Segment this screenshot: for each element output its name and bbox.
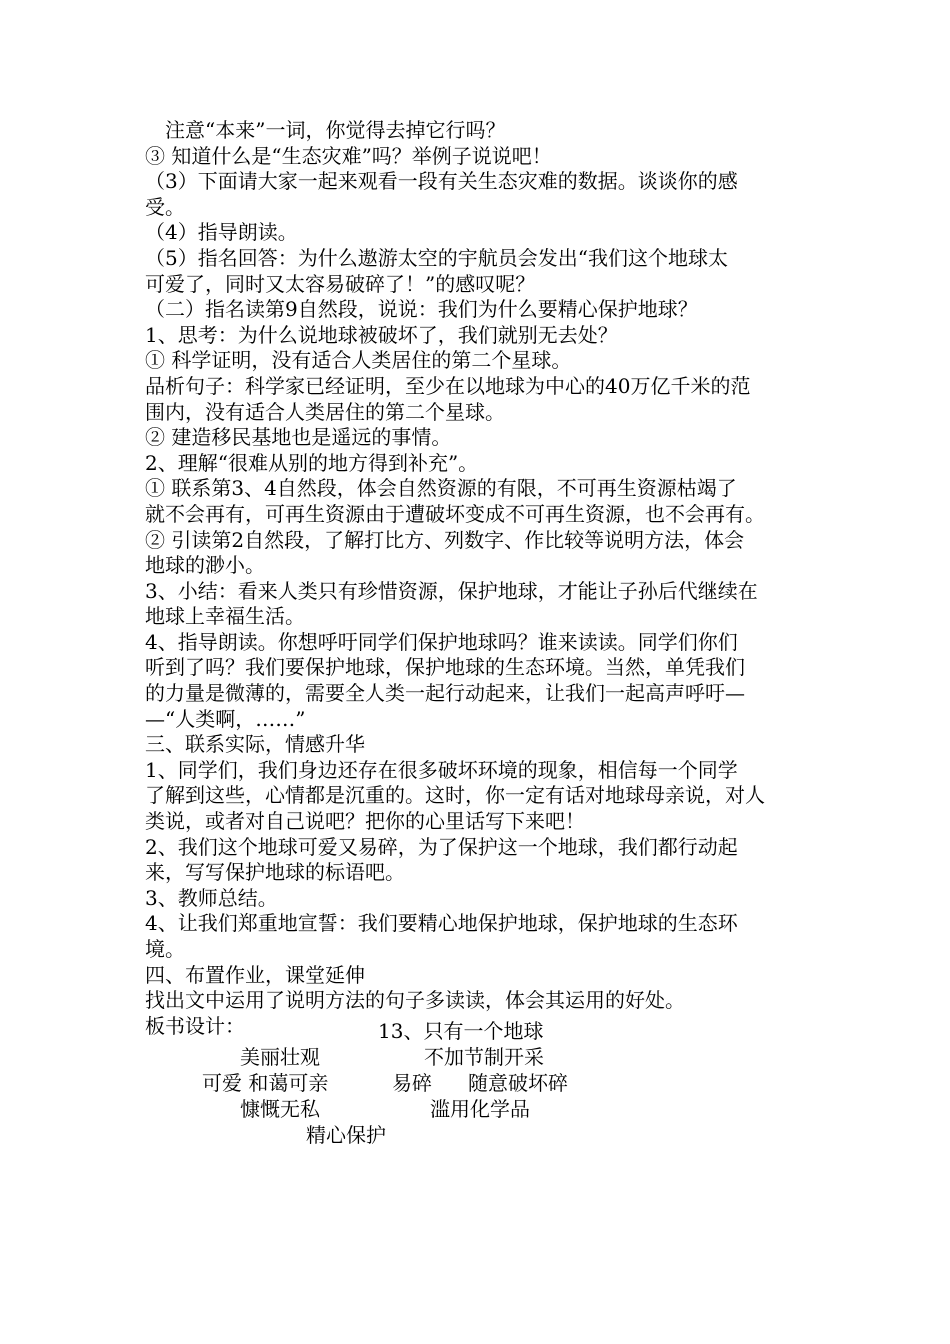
text-line: （4）指导朗读。 (145, 220, 298, 245)
text-line: （5）指名回答：为什么遨游太空的宇航员会发出“我们这个地球太 (145, 245, 728, 270)
board-item: 随意破坏碎 (468, 1071, 568, 1095)
text-line: ② 建造移民基地也是遥远的事情。 (145, 425, 452, 450)
text-line: 听到了吗？我们要保护地球，保护地球的生态环境。当然，单凭我们 (145, 655, 745, 680)
text-line: 1、思考：为什么说地球被破坏了，我们就别无去处？ (145, 322, 618, 347)
text-line: 类说，或者对自己说吧？把你的心里话写下来吧！ (145, 809, 585, 834)
text-line: 注意“本来”一词，你觉得去掉它行吗？ (145, 118, 506, 142)
text-line: 来，写写保护地球的标语吧。 (145, 860, 405, 885)
text-line: 可爱了，同时又太容易破碎了！”的感叹呢？ (145, 271, 536, 296)
text-line: 境。 (145, 937, 185, 961)
text-line: 4、指导朗读。你想呼吁同学们保护地球吗？谁来读读。同学们你们 (145, 629, 738, 654)
text-line: （二）指名读第9自然段，说说：我们为什么要精心保护地球？ (145, 297, 698, 322)
text-line: 地球上幸福生活。 (145, 604, 305, 629)
document-body (145, 118, 815, 1039)
text-line: ① 联系第3、4自然段，体会自然资源的有限，不可再生资源枯竭了 (145, 476, 737, 501)
board-title: 13、只有一个地球 (378, 1019, 544, 1043)
text-line: 地球的渺小。 (145, 553, 265, 578)
text-line: 2、我们这个地球可爱又易碎，为了保护这一个地球，我们都行动起 (145, 834, 738, 859)
text-line: （3）下面请大家一起来观看一段有关生态灾难的数据。谈谈你的感 (145, 169, 738, 194)
board-design-label: 板书设计： (145, 1013, 245, 1038)
section-heading: 四、布置作业，课堂延伸 (145, 962, 365, 987)
text-line: 品析句子：科学家已经证明，至少在以地球为中心的40万亿千米的范 (145, 373, 751, 398)
text-line: 4、让我们郑重地宣誓：我们要精心地保护地球，保护地球的生态环 (145, 911, 738, 936)
board-item: 慷慨无私 (240, 1097, 320, 1121)
section-heading: 三、联系实际，情感升华 (145, 732, 365, 757)
board-item: 精心保护 (306, 1123, 386, 1147)
text-line: 找出文中运用了说明方法的句子多读读，体会其运用的好处。 (145, 988, 685, 1013)
text-line: 的力量是微薄的，需要全人类一起行动起来，让我们一起高声呼吁— (145, 681, 745, 706)
text-line: —“人类啊，……” (145, 706, 306, 731)
text-line: 就不会再有，可再生资源由于遭破坏变成不可再生资源，也不会再有。 (145, 501, 765, 526)
text-line: ③ 知道什么是“生态灾难”吗？举例子说说吧！ (145, 143, 552, 168)
text-line: 1、同学们，我们身边还存在很多破坏环境的现象，相信每一个同学 (145, 757, 738, 782)
text-line: 围内，没有适合人类居住的第二个星球。 (145, 399, 505, 424)
board-item: 滥用化学品 (430, 1097, 530, 1121)
board-item: 不加节制开采 (424, 1045, 544, 1069)
text-line: 3、教师总结。 (145, 885, 278, 910)
text-line: ② 引读第2自然段，了解打比方、列数字、作比较等说明方法，体会 (145, 527, 745, 552)
text-line: 了解到这些，心情都是沉重的。这时，你一定有话对地球母亲说，对人 (145, 783, 765, 808)
text-line: ① 科学证明，没有适合人类居住的第二个星球。 (145, 348, 572, 373)
board-item: 易碎 (392, 1071, 432, 1095)
text-line: 受。 (145, 194, 185, 219)
board-item: 可爱 和蔼可亲 (202, 1071, 329, 1095)
text-line: 2、理解“很难从别的地方得到补充”。 (145, 450, 479, 475)
text-line: 3、小结：看来人类只有珍惜资源，保护地球，才能让子孙后代继续在 (145, 578, 758, 603)
board-item: 美丽壮观 (240, 1045, 320, 1069)
